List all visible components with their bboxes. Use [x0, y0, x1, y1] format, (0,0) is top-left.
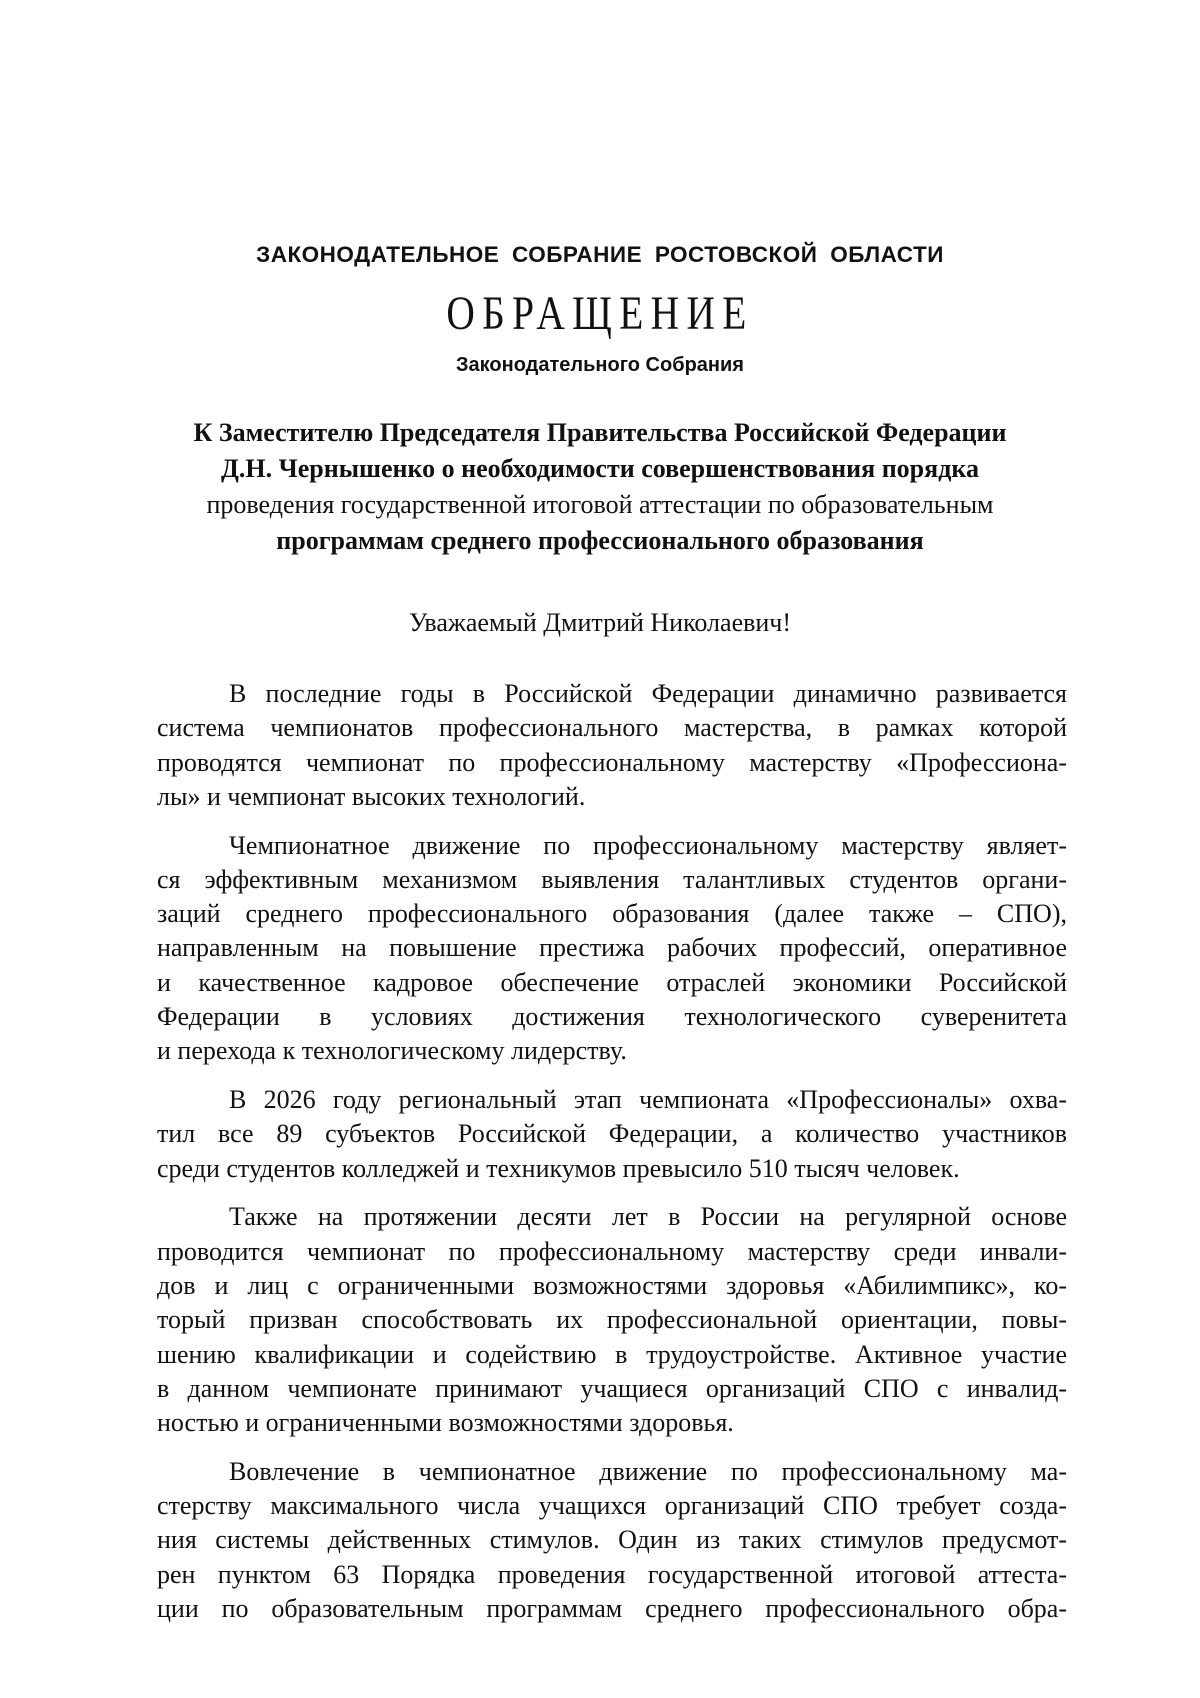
text-line: и перехода к технологическому лидерству. [157, 1036, 627, 1066]
paragraph [157, 1455, 1067, 1626]
text-line: торый призван способствовать их профессиональной ориентации, повы- [157, 1305, 1067, 1335]
text-line: система чемпионатов профессионального мастерства, в рамках которой [157, 713, 1067, 743]
paragraph [157, 829, 1067, 1069]
text-line: ностью и ограниченными возможностями здоровья. [157, 1408, 734, 1438]
document-heading [110, 415, 1090, 559]
text-line: тил все 89 субъектов Российской Федерации, а количество участников [157, 1119, 1067, 1149]
paragraph [157, 677, 1067, 814]
text-line: среди студентов колледжей и техникумов превысило 510 тысяч человек. [157, 1153, 960, 1183]
text-line: ся эффективным механизмом выявления талантливых студентов органи- [157, 864, 1067, 894]
paragraph [157, 1083, 1067, 1186]
text-line: направленным на повышение престижа рабочих профессий, оперативное [157, 933, 1067, 963]
text-line: Вовлечение в чемпионатное движение по профессиональному ма- [229, 1456, 1067, 1486]
text-line: рен пунктом 63 Порядка проведения государственной итоговой аттеста- [157, 1559, 1067, 1589]
body-text [157, 677, 1067, 1641]
text-line: В 2026 году региональный этап чемпионата «Профессионалы» охва- [229, 1085, 1067, 1115]
heading-line: К Заместителю Председателя Правительства Российской Федерации [193, 418, 1007, 447]
heading-line: проведения государственной итоговой аттестации по образовательным [206, 490, 994, 519]
document-type-title: ОБРАЩЕНИЕ [446, 287, 754, 340]
salutation: Уважаемый Дмитрий Николаевич! [408, 608, 792, 637]
text-line: стерству максимального числа учащихся организаций СПО требует созда- [157, 1491, 1067, 1521]
text-line: шению квалификации и содействию в трудоустройстве. Активное участие [157, 1339, 1067, 1369]
text-line: и качественное кадровое обеспечение отраслей экономики Российской [157, 967, 1067, 997]
paragraph [157, 1200, 1067, 1440]
text-line: в данном чемпионате принимают учащиеся организаций СПО с инвалид- [157, 1373, 1067, 1403]
text-line: ния системы действенных стимулов. Один из таких стимулов предусмот- [157, 1525, 1067, 1555]
text-line: В последние годы в Российской Федерации динамично развивается [229, 679, 1067, 708]
text-line: дов и лиц с ограниченными возможностями здоровья «Абилимпикс», ко- [157, 1270, 1067, 1300]
text-line: ции по образовательным программам среднего профессионального обра- [157, 1593, 1067, 1623]
heading-line: Д.Н. Чернышенко о необходимости совершенствования порядка [221, 454, 979, 483]
text-line: заций среднего профессионального образования (далее также – СПО), [157, 899, 1067, 929]
text-line: проводится чемпионат по профессиональному мастерству среди инвали- [157, 1236, 1067, 1266]
document-subtitle: Законодательного Собрания [456, 354, 744, 376]
text-line: Также на протяжении десяти лет в России на регулярной основе [229, 1202, 1067, 1232]
heading-line: программам среднего профессионального образования [276, 526, 924, 555]
text-line: проводятся чемпионат по профессиональному мастерству «Профессиона- [157, 747, 1067, 777]
text-line: Чемпионатное движение по профессиональному мастерству являет- [229, 830, 1067, 860]
text-line: Федерации в условиях достижения технологического суверенитета [157, 1002, 1067, 1032]
organization-name: ЗАКОНОДАТЕЛЬНОЕ СОБРАНИЕ РОСТОВСКОЙ ОБЛАСТИ [256, 242, 944, 267]
text-line: лы» и чемпионат высоких технологий. [157, 781, 586, 811]
